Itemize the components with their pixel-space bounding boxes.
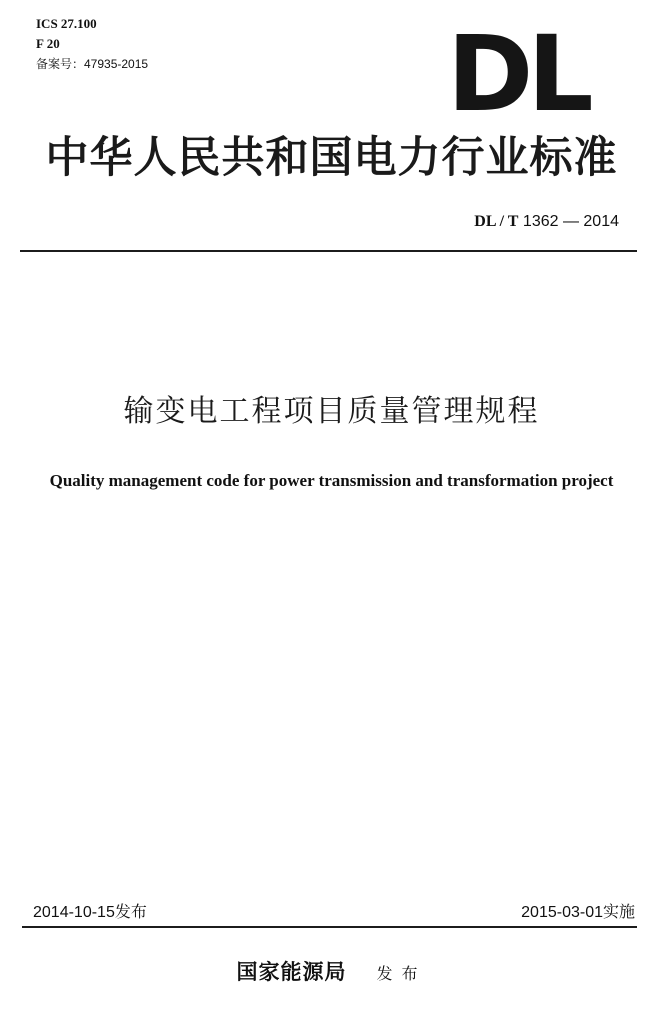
standard-number-prefix: DL / T — [474, 213, 519, 230]
standard-number-value: 1362 — 2014 — [522, 213, 619, 230]
implementation-date: 2015-03-01实施 — [521, 904, 635, 921]
header-divider — [20, 250, 637, 252]
document-title-english: Quality management code for power transmission and transformation project — [49, 471, 614, 490]
filing-number: 备案号：47935-2015 — [36, 57, 149, 71]
issue-date: 2014-10-15发布 — [33, 904, 147, 921]
issue-action: 发布 — [376, 964, 427, 983]
issuer-line — [0, 956, 663, 990]
issuing-organization: 国家能源局 — [236, 959, 347, 984]
header-meta — [36, 14, 148, 74]
dl-logo: DL — [447, 13, 588, 135]
ics-code: ICS 27.100 — [36, 16, 97, 31]
category-code: F 20 — [36, 36, 60, 51]
footer-divider — [22, 926, 637, 928]
document-title-chinese: 输变电工程项目质量管理规程 — [123, 394, 540, 429]
standard-type-title: 中华人民共和国电力行业标准 — [45, 133, 618, 183]
standard-number — [474, 210, 619, 234]
